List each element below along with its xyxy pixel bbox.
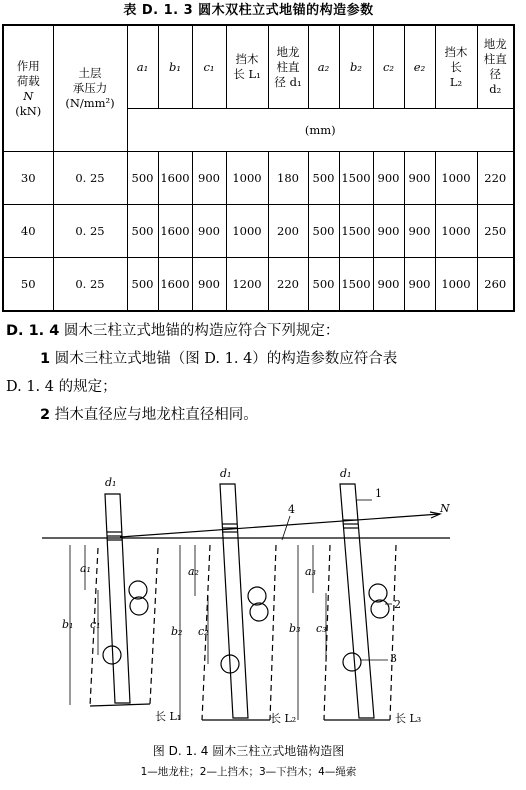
table-cell: 260 xyxy=(477,258,514,312)
header-b1: b₁ xyxy=(158,25,192,109)
table-cell: 30 xyxy=(3,152,53,205)
table-cell: 0. 25 xyxy=(53,258,127,312)
label-length-2: 长 L₂ xyxy=(270,712,297,725)
unit-label: (mm) xyxy=(127,109,514,152)
label-a3: a₃ xyxy=(305,565,316,578)
label-num-4: 4 xyxy=(288,503,295,516)
table-cell: 900 xyxy=(192,152,226,205)
table-header-row xyxy=(3,25,514,109)
label-length-3: 长 L₃ xyxy=(395,712,422,725)
header-l1: 挡木 长 L₁ xyxy=(226,25,268,109)
table-cell: 200 xyxy=(268,205,308,258)
label-b2: b₂ xyxy=(171,625,183,638)
table-row xyxy=(3,205,514,258)
upper-block xyxy=(129,581,147,599)
figure-caption: 图 D. 1. 4 圆木三柱立式地锚构造图 xyxy=(152,744,345,758)
upper-block xyxy=(369,584,387,602)
clause-item-1-continued: D. 1. 4 的规定； xyxy=(6,379,117,395)
label-length-1: 长 L₁ xyxy=(155,710,182,723)
table-cell: 1600 xyxy=(158,205,192,258)
table-cell: 1600 xyxy=(158,258,192,312)
table-cell: 500 xyxy=(308,205,339,258)
table-cell: 0. 25 xyxy=(53,152,127,205)
table-row xyxy=(3,258,514,312)
label-b1: b₁ xyxy=(62,618,74,631)
table-row xyxy=(3,152,514,205)
table-cell: 500 xyxy=(127,152,158,205)
label-n: N xyxy=(440,502,450,515)
table-cell: 1000 xyxy=(435,258,477,312)
table-cell: 180 xyxy=(268,152,308,205)
label-c3: c₃ xyxy=(316,622,327,635)
table-cell: 1000 xyxy=(435,205,477,258)
header-l2: 挡木 长 L₂ xyxy=(435,25,477,109)
label-a1: a₁ xyxy=(80,562,91,575)
label-num-1: 1 xyxy=(375,487,382,500)
parameter-table xyxy=(2,24,515,312)
table-cell: 500 xyxy=(127,205,158,258)
label-c2: c₂ xyxy=(198,625,209,638)
table-title: 表 D. 1. 3 圆木双柱立式地锚的构造参数 xyxy=(123,3,374,18)
post-1 xyxy=(90,494,158,706)
table-cell: 900 xyxy=(373,205,404,258)
header-a1: a₁ xyxy=(127,25,158,109)
table-cell: 900 xyxy=(373,258,404,312)
header-d1: 地龙 柱直 径 d₁ xyxy=(268,25,308,109)
rope-line xyxy=(120,514,440,537)
table-cell: 500 xyxy=(308,152,339,205)
post-2 xyxy=(202,484,276,720)
header-e2: e₂ xyxy=(404,25,435,109)
label-d3: d₁ xyxy=(340,467,352,480)
label-d1: d₁ xyxy=(105,476,117,489)
clause-item-2: 2 挡木直径应与地龙柱直径相同。 xyxy=(40,407,258,423)
label-c1: c₁ xyxy=(90,618,101,631)
table-cell: 1500 xyxy=(339,258,373,312)
header-a2: a₂ xyxy=(308,25,339,109)
table-cell: 1000 xyxy=(226,205,268,258)
anchor-diagram xyxy=(0,450,497,740)
table-cell: 220 xyxy=(477,152,514,205)
table-cell: 1600 xyxy=(158,152,192,205)
table-cell: 50 xyxy=(3,258,53,312)
table-cell: 40 xyxy=(3,205,53,258)
label-num-3: 3 xyxy=(390,652,397,665)
clause-heading: D. 1. 4 圆木三柱立式地锚的构造应符合下列规定： xyxy=(6,323,340,339)
label-d2: d₁ xyxy=(220,467,232,480)
table-cell: 250 xyxy=(477,205,514,258)
table-cell: 220 xyxy=(268,258,308,312)
table-cell: 900 xyxy=(404,152,435,205)
header-d2: 地龙 柱直 径 d₂ xyxy=(477,25,514,109)
table-cell: 1200 xyxy=(226,258,268,312)
table-cell: 1500 xyxy=(339,205,373,258)
header-load: 作用 荷载 N (kN) xyxy=(3,25,53,152)
table-cell: 500 xyxy=(308,258,339,312)
upper-block xyxy=(248,587,266,605)
label-b3: b₃ xyxy=(289,622,301,635)
header-c1: c₁ xyxy=(192,25,226,109)
table-cell: 900 xyxy=(192,258,226,312)
table-cell: 1000 xyxy=(226,152,268,205)
label-num-2: 2 xyxy=(394,598,401,611)
table-cell: 1500 xyxy=(339,152,373,205)
header-c2: c₂ xyxy=(373,25,404,109)
label-a2: a₂ xyxy=(188,565,199,578)
figure-legend: 1—地龙柱；2—上挡木；3—下挡木；4—绳索 xyxy=(140,766,357,778)
header-soil: 土层 承压力 (N/mm²) xyxy=(53,25,127,152)
header-b2: b₂ xyxy=(339,25,373,109)
table-cell: 900 xyxy=(373,152,404,205)
clause-item-1: 1 圆木三柱立式地锚（图 D. 1. 4）的构造参数应符合表 xyxy=(40,351,398,367)
table-cell: 900 xyxy=(192,205,226,258)
table-cell: 900 xyxy=(404,258,435,312)
table-cell: 500 xyxy=(127,258,158,312)
table-cell: 900 xyxy=(404,205,435,258)
table-cell: 0. 25 xyxy=(53,205,127,258)
lower-block xyxy=(343,653,361,671)
table-cell: 1000 xyxy=(435,152,477,205)
